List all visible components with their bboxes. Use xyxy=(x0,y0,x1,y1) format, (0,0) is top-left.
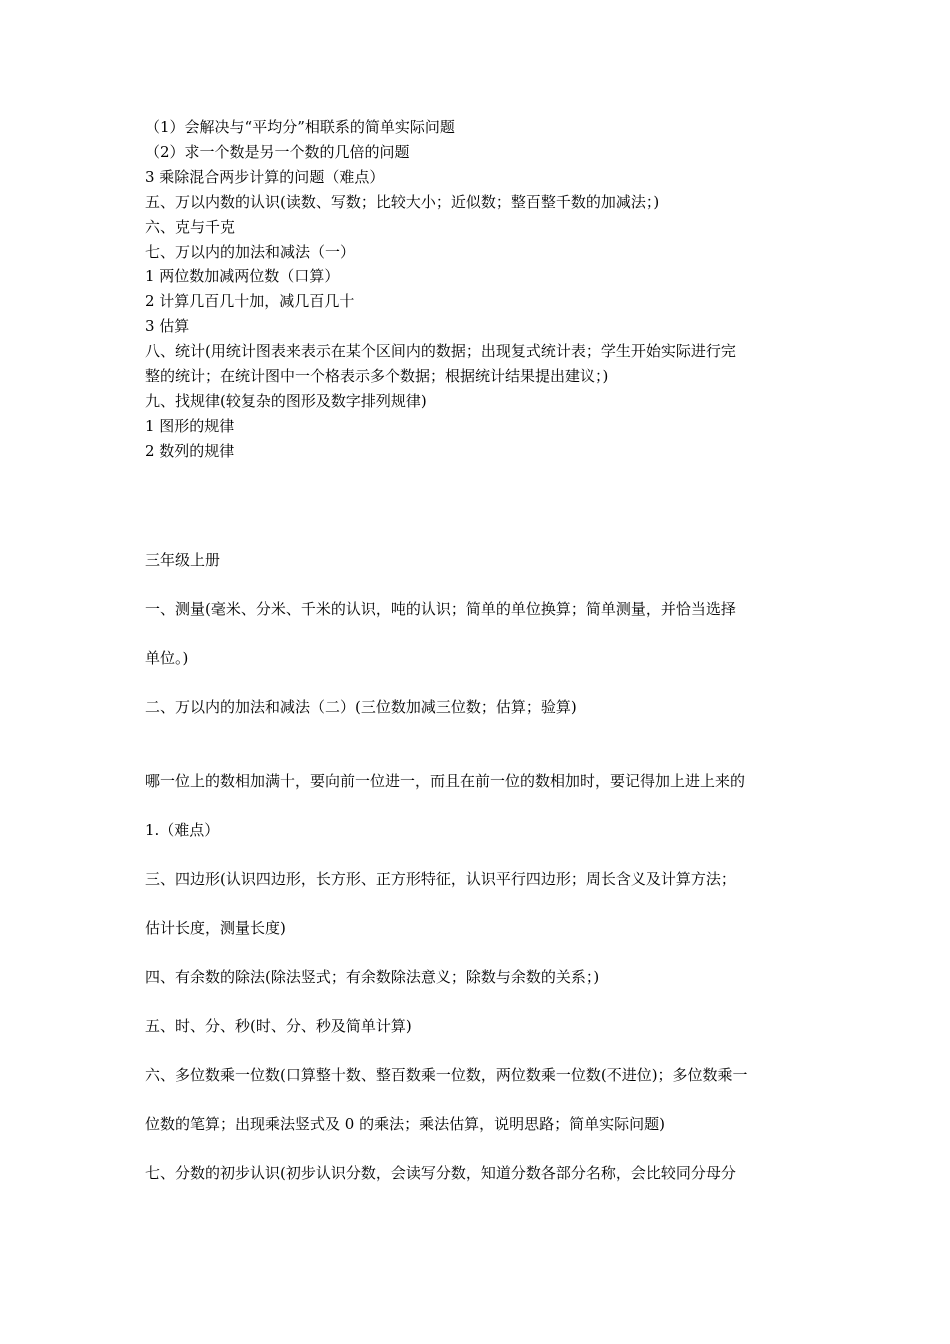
text-line: 1 两位数加减两位数（口算） xyxy=(145,267,340,286)
text-line: 整的统计；在统计图中一个格表示多个数据；根据统计结果提出建议；) xyxy=(145,367,609,386)
spacer xyxy=(145,940,815,965)
text-line: 一、测量(毫米、分米、千米的认识，吨的认识；简单的单位换算；简单测量，并恰当选择 xyxy=(145,600,736,618)
spacer xyxy=(145,842,815,867)
text-line: 五、时、分、秒(时、分、秒及简单计算) xyxy=(145,1016,412,1035)
text-line: 单位。) xyxy=(145,649,189,667)
spacer xyxy=(145,1136,815,1161)
text-line: 九、找规律(较复杂的图形及数字排列规律) xyxy=(145,391,427,410)
text-line: 3 乘除混合两步计算的问题（难点） xyxy=(145,167,385,186)
spacer xyxy=(145,720,815,769)
spacer xyxy=(145,671,815,696)
text-line: 六、多位数乘一位数(口算整十数、整百数乘一位数，两位数乘一位数(不进位)；多位数乘一 xyxy=(145,1065,748,1084)
text-line: 哪一位上的数相加满十，要向前一位进一，而且在前一位的数相加时，要记得加上进上来的 xyxy=(145,771,746,790)
text-line: 六、克与千克 xyxy=(145,217,236,236)
spacer xyxy=(145,989,815,1014)
spacer xyxy=(145,622,815,647)
text-line: 七、万以内的加法和减法（一） xyxy=(145,242,356,261)
text-line: 二、万以内的加法和减法（二）(三位数加减三位数；估算；验算) xyxy=(145,698,577,716)
text-line: 位数的笔算；出现乘法竖式及 0 的乘法；乘法估算，说明思路；简单实际问题) xyxy=(145,1114,665,1133)
text-line: 1.（难点） xyxy=(145,820,220,839)
section-heading: 三年级上册 xyxy=(145,551,221,569)
text-line: 3 估算 xyxy=(145,317,190,336)
text-line: 八、统计(用统计图表来表示在某个区间内的数据；出现复式统计表；学生开始实际进行完 xyxy=(145,342,736,361)
spacer xyxy=(145,793,815,818)
spacer xyxy=(145,1087,815,1112)
spacer xyxy=(145,1038,815,1063)
text-line: 七、分数的初步认识(初步认识分数，会读写分数，知道分数各部分名称，会比较同分母分 xyxy=(145,1163,736,1182)
syllabus-continued-section xyxy=(145,115,815,464)
spacer xyxy=(145,573,815,598)
text-line: （1）会解决与“平均分”相联系的简单实际问题 xyxy=(145,118,455,136)
text-line: 五、万以内数的认识(读数、写数；比较大小；近似数；整百整千数的加减法；) xyxy=(145,192,660,211)
text-line: 1 图形的规律 xyxy=(145,416,235,435)
text-line: 三、四边形(认识四边形，长方形、正方形特征，认识平行四边形；周长含义及计算方法； xyxy=(145,869,736,888)
spacer xyxy=(145,891,815,916)
grade-three-first-term-section xyxy=(145,548,815,1185)
text-line: 2 数列的规律 xyxy=(145,441,235,460)
text-line: 2 计算几百几十加，减几百几十 xyxy=(145,292,355,311)
text-line: 估计长度，测量长度) xyxy=(145,918,286,937)
text-line: （2）求一个数是另一个数的几倍的问题 xyxy=(145,142,410,161)
text-line: 四、有余数的除法(除法竖式；有余数除法意义；除数与余数的关系；) xyxy=(145,967,600,986)
